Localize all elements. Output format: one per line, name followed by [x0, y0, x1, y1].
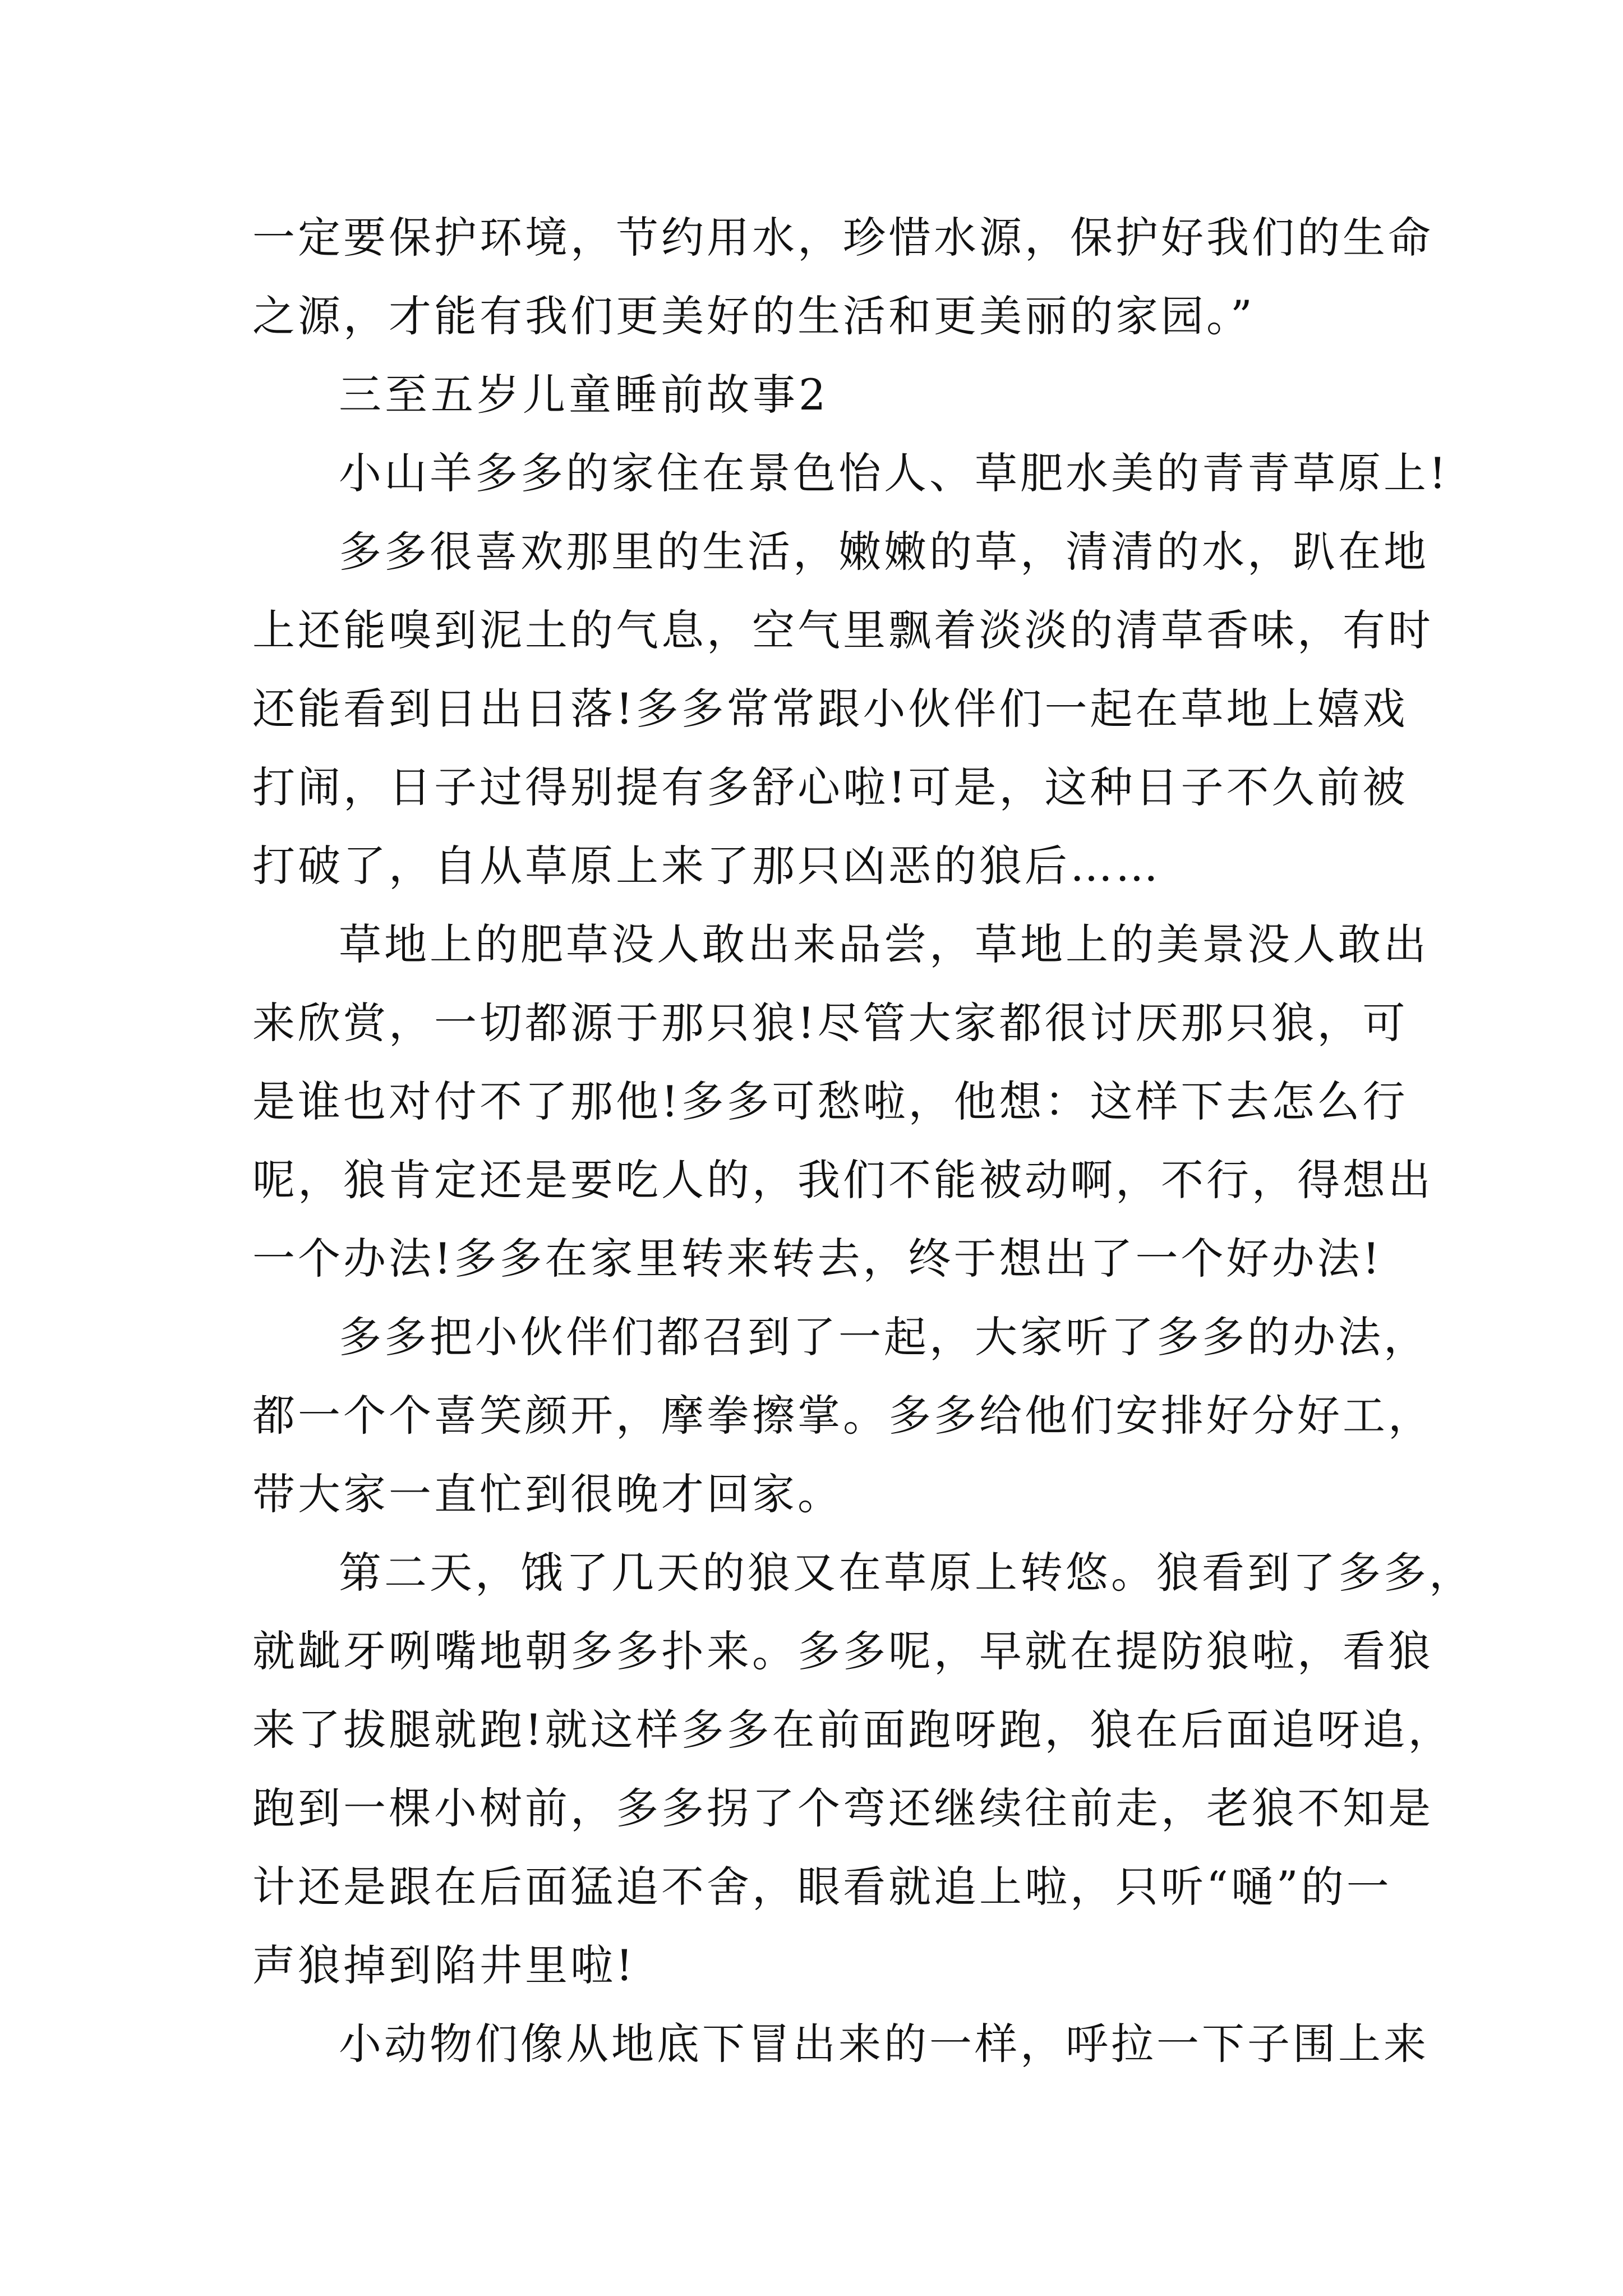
text-line: 计还是跟在后面猛追不舍，眼看就追上啦，只听“嗵”的一 [252, 1862, 1392, 1912]
text-line: 带大家一直忙到很晚才回家。 [252, 1469, 843, 1519]
text-line: 之源，才能有我们更美好的生活和更美丽的家园。” [252, 291, 1255, 341]
text-line: 来欣赏，一切都源于那只狼!尽管大家都很讨厌那只狼，可 [252, 998, 1408, 1048]
paragraph-line: 草地上的肥草没人敢出来品尝，草地上的美景没人敢出 [339, 919, 1429, 969]
text-line: 跑到一棵小树前，多多拐了个弯还继续往前走，老狼不知是 [252, 1783, 1433, 1833]
text-line: 打破了，自从草原上来了那只凶恶的狼后…… [252, 841, 1161, 891]
section-title: 三至五岁儿童睡前故事2 [339, 370, 829, 420]
text-line: 呢，狼肯定还是要吃人的，我们不能被动啊，不行，得想出 [252, 1155, 1433, 1205]
text-line: 一定要保护环境，节约用水，珍惜水源，保护好我们的生命 [252, 213, 1433, 263]
text-line: 上还能嗅到泥土的气息，空气里飘着淡淡的清草香味，有时 [252, 605, 1433, 655]
paragraph-line: 小山羊多多的家住在景色怡人、草肥水美的青青草原上! [339, 448, 1449, 498]
paragraph-line: 多多把小伙伴们都召到了一起，大家听了多多的办法， [339, 1312, 1429, 1362]
paragraph-line: 第二天，饿了几天的狼又在草原上转悠。狼看到了多多， [339, 1548, 1474, 1598]
paragraph-line: 小动物们像从地底下冒出来的一样，呼拉一下子围上来 [339, 2019, 1429, 2069]
text-line: 是谁也对付不了那他!多多可愁啦，他想：这样下去怎么行 [252, 1076, 1408, 1126]
text-line: 就龇牙咧嘴地朝多多扑来。多多呢，早就在提防狼啦，看狼 [252, 1626, 1433, 1676]
text-line: 还能看到日出日落!多多常常跟小伙伴们一起在草地上嬉戏 [252, 684, 1408, 734]
paragraph-line: 多多很喜欢那里的生活，嫩嫩的草，清清的水，趴在地 [339, 527, 1429, 577]
text-line: 打闹，日子过得别提有多舒心啦!可是，这种日子不久前被 [252, 762, 1408, 812]
text-line: 来了拔腿就跑!就这样多多在前面跑呀跑，狼在后面追呀追， [252, 1705, 1454, 1755]
text-line: 声狼掉到陷井里啦! [252, 1940, 636, 1990]
text-line: 都一个个喜笑颜开，摩拳擦掌。多多给他们安排好分好工， [252, 1391, 1433, 1441]
text-line: 一个办法!多多在家里转来转去，终于想出了一个好办法! [252, 1234, 1383, 1283]
